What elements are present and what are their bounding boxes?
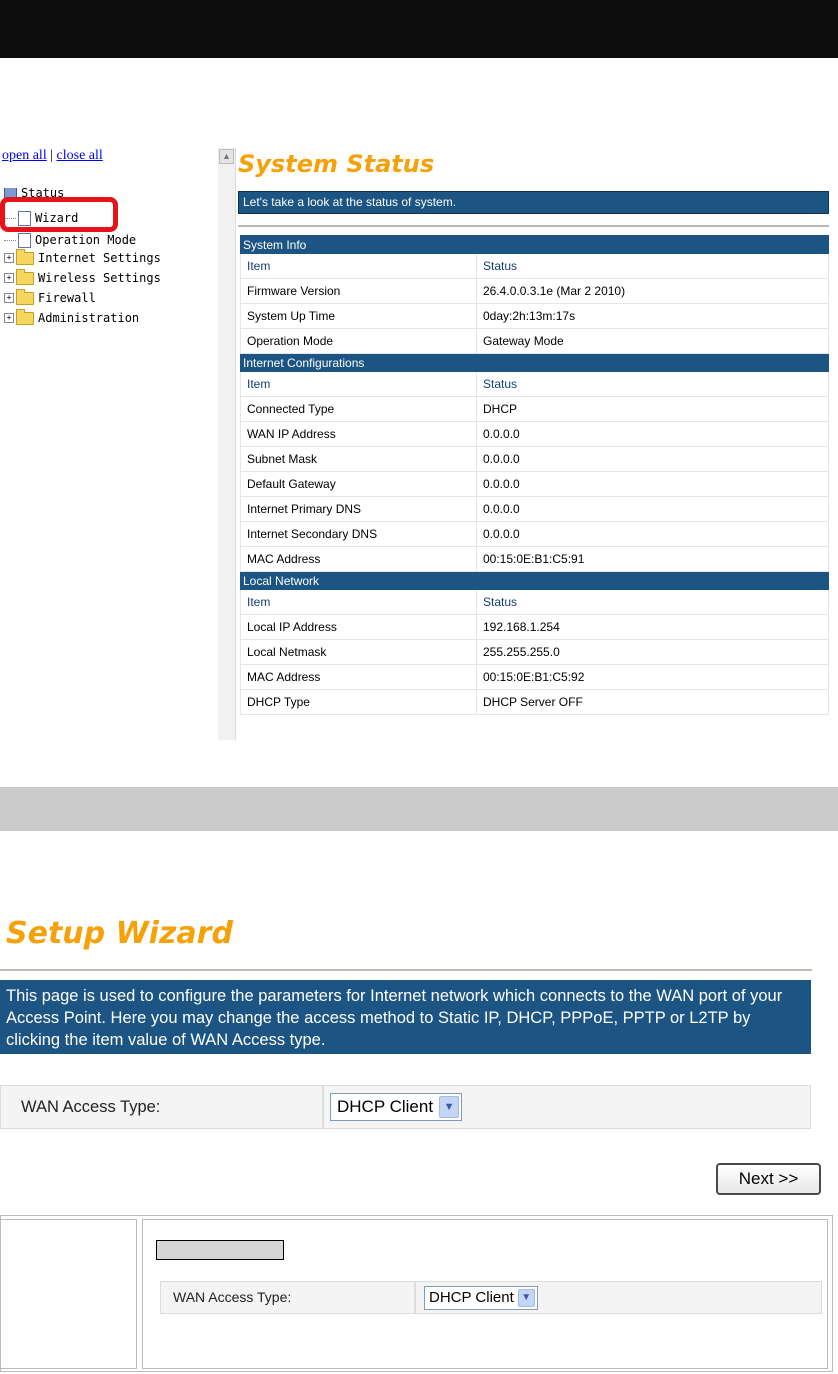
- item-cell: Firmware Version: [241, 279, 477, 304]
- item-cell: Local Netmask: [241, 640, 477, 665]
- snippet-wan-access-type-label: WAN Access Type:: [161, 1282, 416, 1313]
- tree-item-operation-mode[interactable]: [4, 230, 136, 250]
- tree-item-firewall[interactable]: [4, 288, 96, 308]
- section-header-row: [241, 572, 829, 590]
- item-cell: Default Gateway: [241, 472, 477, 497]
- table-row: [241, 329, 829, 354]
- table-row: [241, 304, 829, 329]
- table-row: [241, 665, 829, 690]
- snippet-wan-access-type-select[interactable]: [424, 1286, 538, 1310]
- folder-icon: [16, 272, 34, 285]
- column-header: Status: [477, 372, 829, 397]
- expand-icon[interactable]: +: [4, 313, 14, 323]
- wan-access-type-label: WAN Access Type:: [1, 1086, 324, 1128]
- tree-item-label: Administration: [38, 311, 140, 325]
- status-cell: 0.0.0.0: [477, 497, 829, 522]
- page-description: Let's take a look at the status of system.: [238, 191, 829, 214]
- item-cell: Subnet Mask: [241, 447, 477, 472]
- top-header-bar: [0, 0, 838, 58]
- column-header: Item: [241, 590, 477, 615]
- table-row: [241, 522, 829, 547]
- column-header: Item: [241, 254, 477, 279]
- section-separator-bar: [0, 787, 838, 831]
- status-cell: 0.0.0.0: [477, 522, 829, 547]
- open-all-link[interactable]: open all: [2, 148, 47, 163]
- status-cell: 0.0.0.0: [477, 447, 829, 472]
- next-button[interactable]: Next >>: [716, 1163, 821, 1195]
- tree-item-label: Operation Mode: [35, 233, 137, 247]
- wizard-highlight-box: [0, 197, 118, 232]
- expand-icon[interactable]: +: [4, 273, 14, 283]
- snippet-left-cell: [0, 1219, 137, 1369]
- status-cell: 26.4.0.0.3.1e (Mar 2 2010): [477, 279, 829, 304]
- chevron-down-icon[interactable]: ▼: [518, 1289, 535, 1307]
- table-row: [241, 422, 829, 447]
- status-cell: DHCP Server OFF: [477, 690, 829, 715]
- status-cell: 0day:2h:13m:17s: [477, 304, 829, 329]
- item-cell: Local IP Address: [241, 615, 477, 640]
- item-cell: Connected Type: [241, 397, 477, 422]
- table-row: [241, 615, 829, 640]
- item-cell: MAC Address: [241, 547, 477, 572]
- status-cell: 255.255.255.0: [477, 640, 829, 665]
- tree-item-label: Internet Settings: [38, 251, 161, 265]
- status-cell: Gateway Mode: [477, 329, 829, 354]
- table-row: [241, 397, 829, 422]
- section-title: Local Network: [241, 572, 829, 590]
- tree-connector: [4, 240, 16, 241]
- column-header: Status: [477, 254, 829, 279]
- item-cell: WAN IP Address: [241, 422, 477, 447]
- tree-item-administration[interactable]: [4, 308, 139, 328]
- table-row: [241, 547, 829, 572]
- section-title: System Info: [241, 236, 829, 254]
- column-header-row: [241, 590, 829, 615]
- table-row: [241, 690, 829, 715]
- table-row: [241, 472, 829, 497]
- setup-wizard-title: Setup Wizard: [6, 916, 233, 951]
- section-header-row: [241, 354, 829, 372]
- status-cell: 00:15:0E:B1:C5:91: [477, 547, 829, 572]
- link-separator: |: [50, 148, 54, 163]
- column-header-row: [241, 372, 829, 397]
- table-row: [241, 640, 829, 665]
- item-cell: Operation Mode: [241, 329, 477, 354]
- page-icon: [18, 233, 31, 248]
- status-table: [240, 235, 829, 715]
- tree-item-wireless-settings[interactable]: [4, 268, 161, 288]
- folder-icon: [16, 292, 34, 305]
- folder-icon: [16, 312, 34, 325]
- status-cell: 0.0.0.0: [477, 472, 829, 497]
- section-header-row: [241, 236, 829, 254]
- page-title: System Status: [238, 150, 435, 178]
- status-cell: 0.0.0.0: [477, 422, 829, 447]
- tree-item-label: Wireless Settings: [38, 271, 161, 285]
- wan-access-type-row: [0, 1085, 811, 1129]
- wan-access-type-select[interactable]: [330, 1093, 462, 1121]
- item-cell: System Up Time: [241, 304, 477, 329]
- tree-item-label: Wizard: [35, 211, 79, 225]
- scroll-up-icon[interactable]: ▲: [219, 149, 234, 164]
- divider: [0, 969, 812, 971]
- status-cell: 00:15:0E:B1:C5:92: [477, 665, 829, 690]
- tree-controls: [2, 148, 103, 164]
- tree-root-status[interactable]: Status: [4, 188, 64, 198]
- item-cell: Internet Secondary DNS: [241, 522, 477, 547]
- expand-icon[interactable]: +: [4, 293, 14, 303]
- snippet-blank-button[interactable]: [156, 1240, 284, 1260]
- column-header-row: [241, 254, 829, 279]
- vertical-scrollbar[interactable]: [218, 148, 236, 740]
- chevron-down-icon[interactable]: ▼: [439, 1096, 459, 1118]
- tree-item-internet-settings[interactable]: [4, 248, 161, 268]
- column-header: Item: [241, 372, 477, 397]
- divider: [238, 225, 829, 227]
- folder-icon: [16, 252, 34, 265]
- tree-item-label: Firewall: [38, 291, 96, 305]
- expand-icon[interactable]: +: [4, 253, 14, 263]
- status-cell: DHCP: [477, 397, 829, 422]
- table-row: [241, 279, 829, 304]
- snippet-wan-access-type-row: [160, 1281, 822, 1314]
- section-title: Internet Configurations: [241, 354, 829, 372]
- selected-value: DHCP Client: [429, 1289, 514, 1306]
- item-cell: DHCP Type: [241, 690, 477, 715]
- column-header: Status: [477, 590, 829, 615]
- table-row: [241, 447, 829, 472]
- status-cell: 192.168.1.254: [477, 615, 829, 640]
- setup-wizard-description: This page is used to configure the parameters for Internet network which connects to the WAN port of your Access Point. Here you may change the access method to Static IP, DHCP, PPPoE, PPTP or L2TP by clicking the item value of WAN Access type.: [0, 980, 811, 1054]
- selected-value: DHCP Client: [337, 1097, 434, 1116]
- item-cell: MAC Address: [241, 665, 477, 690]
- close-all-link[interactable]: close all: [56, 148, 103, 163]
- item-cell: Internet Primary DNS: [241, 497, 477, 522]
- table-row: [241, 497, 829, 522]
